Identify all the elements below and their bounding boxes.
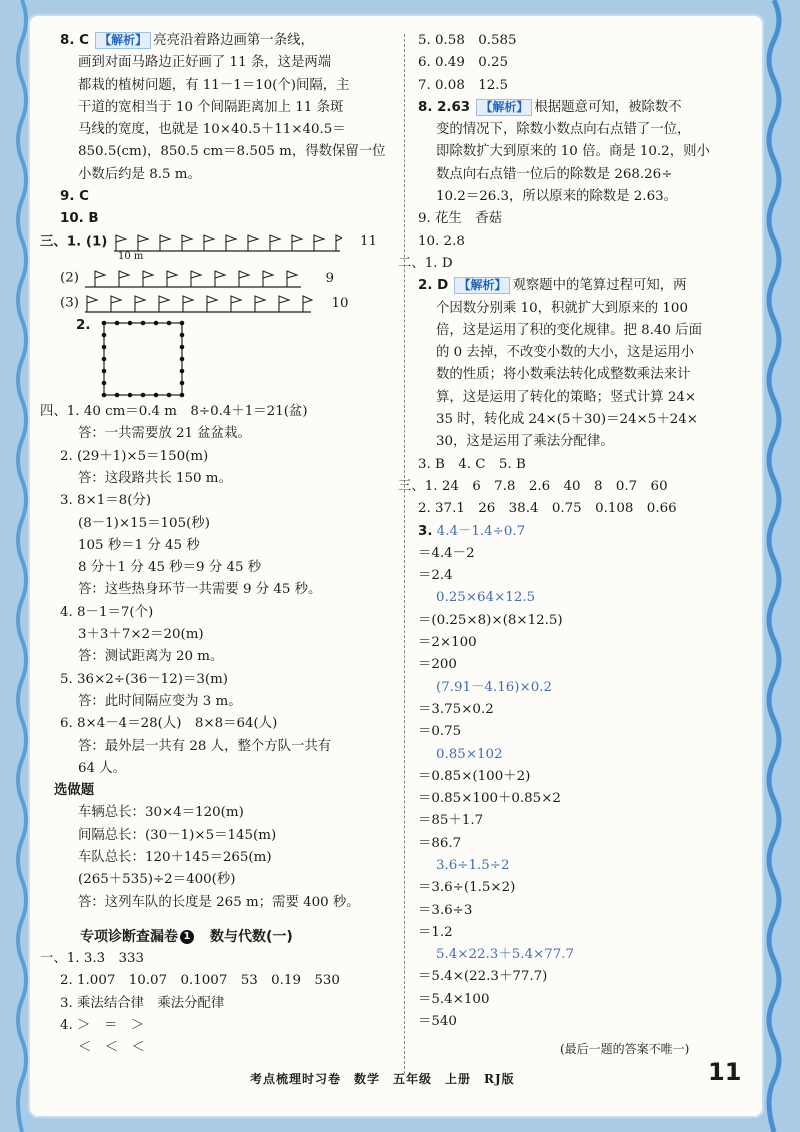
- right-wave-border: [764, 0, 784, 1132]
- r-q6: 6. 0.49 0.25: [418, 55, 509, 71]
- s4-q3-step2: (8－1)×15＝105(秒): [78, 515, 210, 531]
- optional-step1: 车辆总长：30×4＝120(m): [78, 805, 244, 821]
- s4-q4-answer: 答：测试距离为 20 m。: [78, 649, 224, 665]
- s4-q1-answer: 答：一共需要放 21 盆盆栽。: [78, 426, 251, 442]
- q8-line3: 都栽的植树问题，有 11－1＝10(个)间隔，主: [78, 77, 350, 93]
- calc2-step2: ＝2×100: [418, 635, 477, 651]
- calc4-step3: ＝85＋1.7: [418, 813, 484, 829]
- calc5-step2: ＝3.6÷3: [418, 902, 473, 918]
- e-q3: 3. B 4. C 5. B: [418, 456, 526, 472]
- calc6: 5.4×22.3＋5.4×77.7: [436, 947, 575, 963]
- q8-line2: 画到对面马路边正好画了 11 条，这是两端: [78, 55, 332, 71]
- s4-q3-step4: 8 分＋1 分 45 秒＝9 分 45 秒: [78, 560, 262, 576]
- z-q4-row2: ＜ ＜ ＜: [78, 1040, 145, 1056]
- e-q2-line3: 倍，这是运用了积的变化规律。把 8.40 后面: [436, 322, 702, 338]
- s4-q3: 3. 8×1＝8(分): [60, 493, 152, 509]
- calc2-step3: ＝200: [418, 657, 457, 673]
- r-q8-line2: 变的情况下，除数小数点向右点错了一位，: [436, 122, 691, 138]
- calc2-step1: ＝(0.25×8)×(8×12.5): [418, 612, 563, 628]
- s4-q5: 5. 36×2÷(36－12)＝3(m): [60, 671, 229, 687]
- r-q8-line5: 10.2＝26.3，所以原来的除数是 2.63。: [436, 189, 677, 205]
- z-q3: 3. 乘法结合律 乘法分配律: [60, 995, 225, 1011]
- calc4-step2: ＝0.85×100＋0.85×2: [418, 791, 561, 807]
- dotted-square-icon: [98, 317, 188, 401]
- flag-line-2-icon: [83, 267, 303, 289]
- footer-text: 考点梳理时习卷 数学 五年级 上册 RJ版: [250, 1072, 515, 1086]
- column-divider: [404, 34, 405, 1074]
- r-q10: 10. 2.8: [418, 233, 465, 249]
- q8-line1: 8. C 【解析】 亮亮沿着路边画第一条线，: [60, 33, 314, 48]
- s4-q3-step3: 105 秒＝1 分 45 秒: [78, 537, 200, 553]
- square-question: 2.: [60, 315, 390, 401]
- left-column: [40, 30, 390, 1060]
- optional-step2: 间隔总长：(30－1)×5＝145(m): [78, 827, 277, 843]
- z-q1: 一、1. 3.3̇ 333: [40, 951, 145, 967]
- calc4-step4: ＝86.7: [418, 835, 462, 851]
- calc3-step1: ＝3.75×0.2: [418, 701, 494, 717]
- calc6-step2: ＝5.4×100: [418, 991, 490, 1007]
- q8-line5: 马线的宽度，也就是 10×40.5＋11×40.5＝: [78, 122, 346, 138]
- e-q2-line5: 数的性质；将小数乘法转化成整数乘法来计: [436, 367, 691, 383]
- calc1-step2: ＝2.4: [418, 568, 453, 584]
- flag-line-3-icon: [83, 292, 313, 314]
- z-q4: 4. ＞ ＝ ＞: [60, 1018, 144, 1034]
- flag-scale: 10 m: [118, 251, 144, 263]
- s-q2: 2. 37.1 26 38.4 0.75 0.108 0.66: [418, 501, 677, 517]
- flag-row-1: 三、1. (1) 11: [40, 231, 390, 254]
- r-q8-line4: 数点向右点错一位后的除数是 268.26÷: [436, 166, 673, 182]
- r-q7: 7. 0.08 12.5: [418, 77, 509, 93]
- s4-q4-step2: 3＋3＋7×2＝20(m): [78, 627, 204, 643]
- section-title: 专项诊断查漏卷 1 数与代数(一): [80, 928, 293, 945]
- calc5: 3.6÷1.5÷2: [436, 857, 510, 873]
- calc1-step1: ＝4.4－2: [418, 545, 475, 561]
- q8-line7: 小数后约是 8.5 m。: [78, 166, 201, 182]
- calc6-step3: ＝540: [418, 1014, 457, 1030]
- calc5-step3: ＝1.2: [418, 924, 453, 940]
- calc5-step1: ＝3.6÷(1.5×2): [418, 880, 516, 896]
- page-number: 11: [708, 1058, 742, 1086]
- calc4-step1: ＝0.85×(100＋2): [418, 768, 531, 784]
- optional-title: 选做题: [54, 783, 95, 799]
- optional-step4: (265＋535)÷2＝400(秒): [78, 872, 236, 888]
- s4-q2-answer: 答：这段路共长 150 m。: [78, 470, 232, 486]
- s-q3-line1: 3. 4.4－1.4÷0.7: [418, 523, 526, 539]
- s4-q1: 四、1. 40 cm＝0.4 m 8÷0.4＋1＝21(盆): [40, 404, 308, 420]
- q10-answer: 10. B: [60, 211, 99, 227]
- flag-row-2: (2) 9: [60, 267, 390, 290]
- s-q1: 三、1. 24 6 7.8 2.6 40 8 0.7 60: [398, 478, 668, 494]
- analysis-tag: 【解析】: [454, 277, 510, 294]
- s4-q3-answer: 答：这些热身环节一共需要 9 分 45 秒。: [78, 582, 322, 598]
- e-q1: 二、1. D: [398, 255, 453, 271]
- flag-row-3: (3) 10: [60, 292, 390, 315]
- e-q2-line2: 个因数分别乘 10，积就扩大到原来的 100: [436, 300, 688, 316]
- e-q2-line6: 算，这是运用了转化的策略；竖式计算 24×: [436, 389, 697, 405]
- flag-line-1-icon: [112, 231, 342, 253]
- e-q2-line7: 35 时，转化成 24×(5＋30)＝24×5＋24×: [436, 412, 698, 428]
- z-q2: 2. 1.007 10.07 0.1007 53 0.19 530: [60, 973, 340, 989]
- e-q2-line8: 30，这是运用了乘法分配律。: [436, 434, 614, 450]
- q8-line6: 850.5(cm)，850.5 cm＝8.505 m，得数保留一位: [78, 144, 386, 160]
- optional-step3: 车队总长：120＋145＝265(m): [78, 850, 272, 865]
- answer-note: (最后一题的答案不唯一): [560, 1042, 690, 1056]
- e-q2-line1: 2. D 【解析】 观察题中的笔算过程可知，两: [418, 278, 687, 294]
- e-q2-line4: 的 0 去掉，不改变小数的大小，这是运用小: [436, 345, 695, 361]
- calc6-step1: ＝5.4×(22.3＋77.7): [418, 969, 548, 985]
- s4-q6-answer-cont: 64 人。: [78, 760, 127, 776]
- s4-q5-answer: 答：此时间隔应变为 3 m。: [78, 693, 242, 709]
- r-q8-line3: 即除数扩大到原来的 10 倍。商是 10.2，则小: [436, 144, 710, 160]
- s4-q2: 2. (29＋1)×5＝150(m): [60, 448, 209, 464]
- s4-q6-answer: 答：最外层一共有 28 人，整个方队一共有: [78, 738, 332, 754]
- calc4: 0.85×102: [436, 746, 503, 762]
- section-number-badge: 1: [180, 930, 194, 944]
- optional-answer: 答：这列车队的长度是 265 m；需要 400 秒。: [78, 894, 360, 910]
- s4-q6: 6. 8×4－4＝28(人) 8×8＝64(人): [60, 716, 278, 732]
- q8-line4: 干道的宽相当于 10 个间隔距离加上 11 条斑: [78, 99, 344, 115]
- calc2: 0.25×64×12.5: [436, 590, 536, 606]
- calc3-step2: ＝0.75: [418, 724, 462, 740]
- analysis-tag: 【解析】: [95, 32, 151, 49]
- r-q8-line1: 8. 2.63 【解析】 根据题意可知，被除数不: [418, 99, 682, 115]
- r-q9: 9. 花生 香菇: [418, 211, 502, 227]
- r-q5: 5. 0.58 0.585: [418, 33, 517, 48]
- calc3: (7.91－4.16)×0.2: [436, 679, 552, 695]
- q9-answer: 9. C: [60, 189, 89, 205]
- s4-q4: 4. 8－1＝7(个): [60, 604, 154, 620]
- right-column: [398, 30, 738, 1033]
- analysis-tag: 【解析】: [476, 99, 532, 116]
